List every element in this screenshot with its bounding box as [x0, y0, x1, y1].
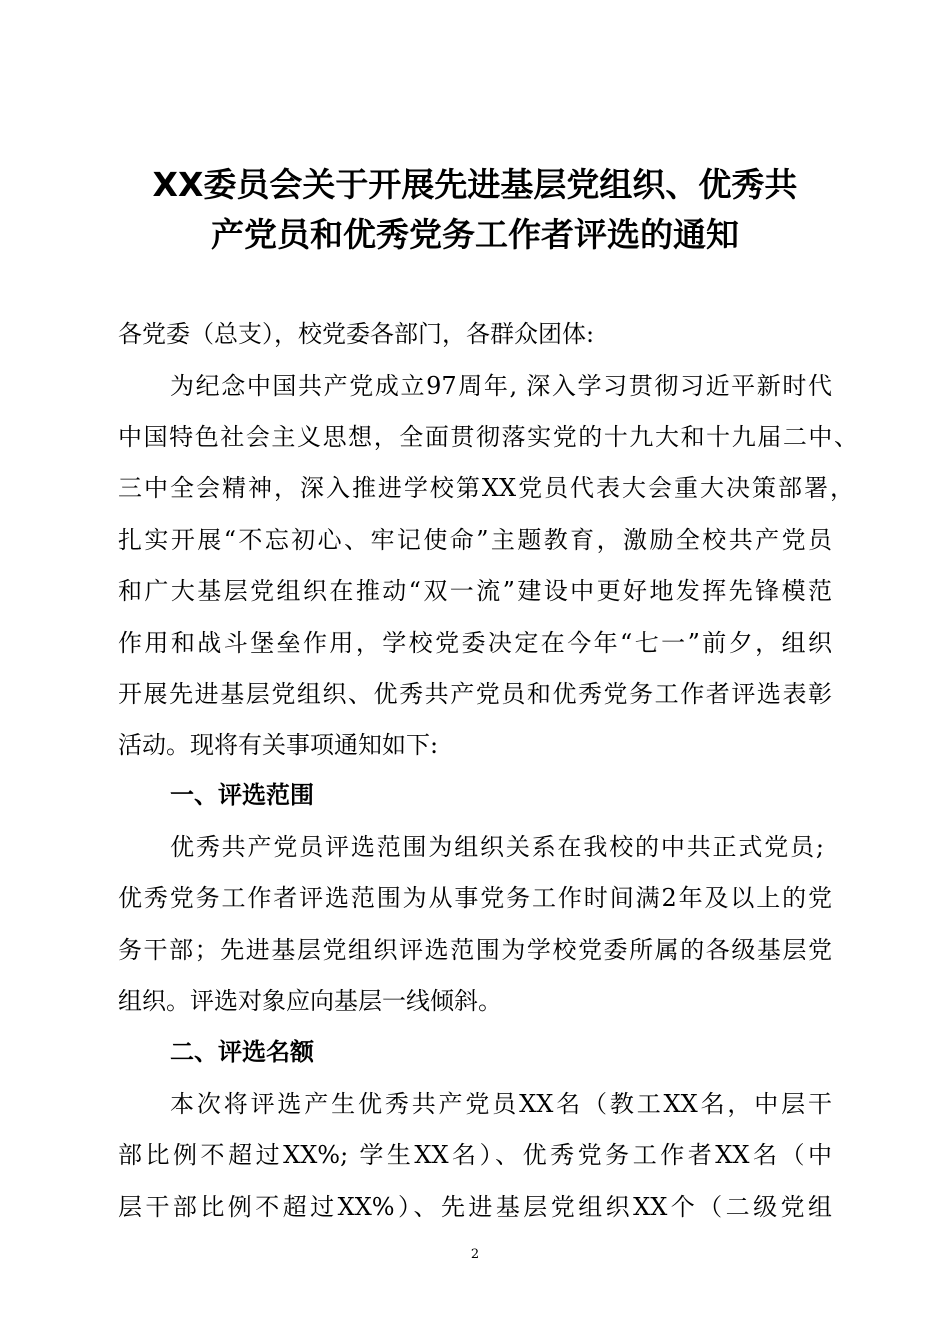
intro-line-6: 作用和战斗堡垒作用，学校党委决定在今年“七一”前夕，组织	[118, 629, 832, 657]
salutation: 各党委（总支），校党委各部门，各群众团体:	[118, 320, 595, 348]
page-number: 2	[470, 1247, 480, 1262]
section-heading-scope: 一、评选范围	[170, 781, 314, 809]
quota-line-1: 本次将评选产生优秀共产党员XX名（教工XX名，中层干	[170, 1090, 832, 1118]
scope-line-2: 优秀党务工作者评选范围为从事党务工作时间满2年及以上的党	[118, 884, 832, 912]
quota-line-2: 部比例不超过XX%; 学生XX名）、优秀党务工作者XX名（中	[118, 1141, 832, 1169]
intro-line-7: 开展先进基层党组织、优秀共产党员和优秀党务工作者评选表彰	[118, 680, 832, 708]
intro-line-8: 活动。现将有关事项通知如下:	[118, 731, 439, 759]
scope-line-4: 组织。评选对象应向基层一线倾斜。	[118, 987, 502, 1015]
scope-line-1: 优秀共产党员评选范围为组织关系在我校的中共正式党员;	[170, 833, 824, 861]
intro-line-2: 中国特色社会主义思想，全面贯彻落实党的十九大和十九届二中、	[118, 423, 858, 451]
intro-line-3: 三中全会精神，深入推进学校第XX党员代表大会重大决策部署，	[118, 474, 854, 502]
intro-line-1: 为纪念中国共产党成立97周年, 深入学习贯彻习近平新时代	[170, 372, 832, 400]
document-title-line-1: XX委员会关于开展先进基层党组织、优秀共	[152, 165, 798, 204]
quota-line-3: 层干部比例不超过XX%）、先进基层党组织XX个（二级党组	[118, 1193, 832, 1221]
section-heading-quota: 二、评选名额	[170, 1038, 314, 1066]
scope-line-3: 务干部；先进基层党组织评选范围为学校党委所属的各级基层党	[118, 936, 832, 964]
document-title-line-2: 产党员和优秀党务工作者评选的通知	[211, 215, 739, 254]
intro-line-5: 和广大基层党组织在推动“双一流”建设中更好地发挥先锋模范	[118, 577, 832, 605]
intro-line-4: 扎实开展“不忘初心、牢记使命”主题教育，激励全校共产党员	[118, 526, 832, 554]
